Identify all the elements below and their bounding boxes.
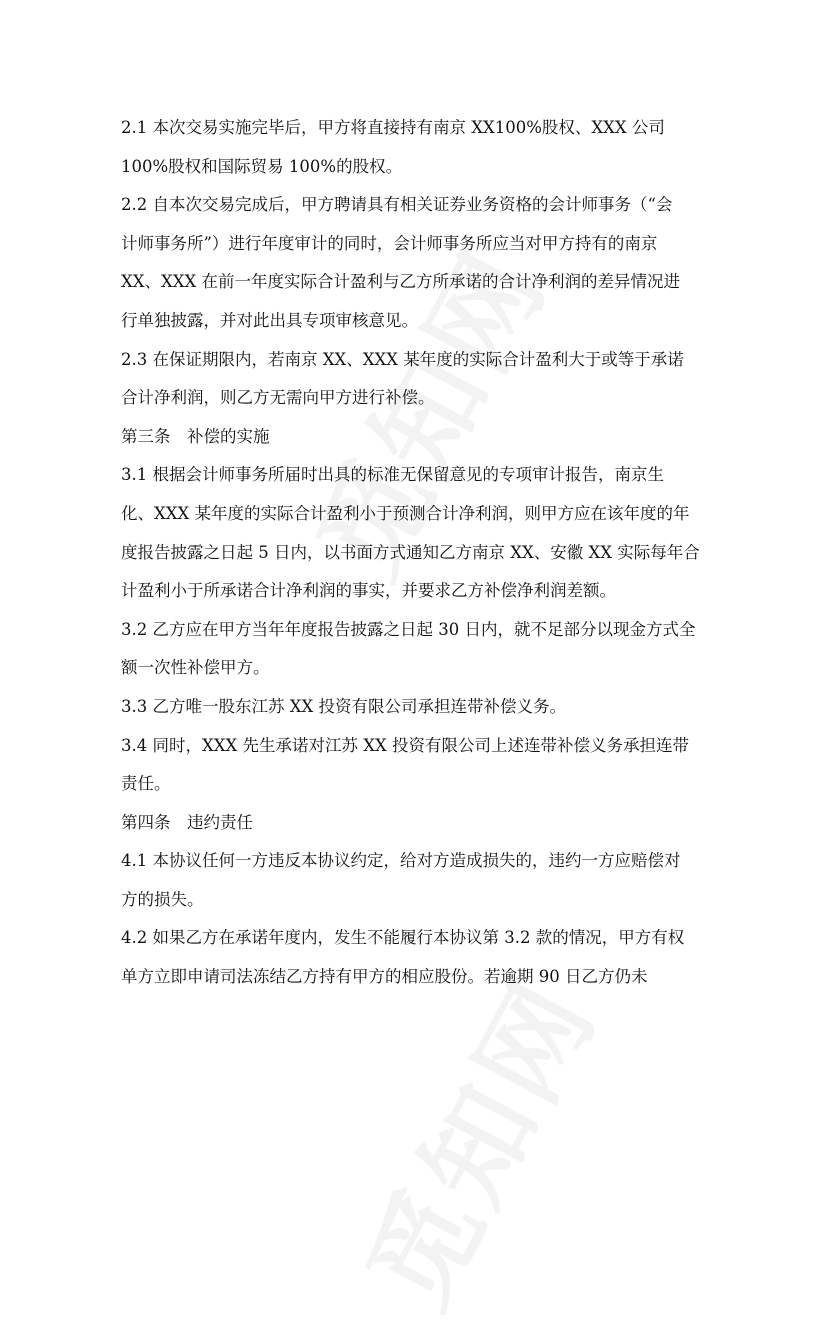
text-line: 2.2 自本次交易完成后，甲方聘请具有相关证券业务资格的会计师事务（“会 (121, 195, 673, 215)
text-line: 4.1 本协议任何一方违反本协议约定，给对方造成损失的，违约一方应赔偿对 (121, 851, 681, 871)
text-line: XX、XXX 在前一年度实际合计盈利与乙方所承诺的合计净利润的差异情况进 (121, 272, 680, 292)
text-line: 2.3 在保证期限内，若南京 XX、XXX 某年度的实际合计盈利大于或等于承诺 (121, 349, 684, 369)
text-line: 化、XXX 某年度的实际合计盈利小于预测合计净利润，则甲方应在该年度的年 (121, 503, 690, 523)
text-line: 3.4 同时，XXX 先生承诺对江苏 XX 投资有限公司上述连带补偿义务承担连带 (121, 735, 689, 755)
text-line: 度报告披露之日起 5 日内，以书面方式通知乙方南京 XX、安徽 XX 实际每年合 (121, 542, 700, 562)
text-line: 3.1 根据会计师事务所届时出具的标准无保留意见的专项审计报告，南京生 (121, 465, 664, 485)
text-line: 方的损失。 (121, 889, 204, 909)
text-line: 4.2 如果乙方在承诺年度内，发生不能履行本协议第 3.2 款的情况，甲方有权 (121, 928, 685, 948)
text-line: 3.2 乙方应在甲方当年年度报告披露之日起 30 日内，就不足部分以现金方式全 (121, 619, 696, 639)
section-heading: 第四条 违约责任 (121, 812, 253, 832)
document-body (121, 109, 711, 997)
text-line: 合计净利润，则乙方无需向甲方进行补偿。 (121, 388, 435, 408)
text-line: 计盈利小于所承诺合计净利润的事实，并要求乙方补偿净利润差额。 (121, 581, 616, 601)
text-line: 2.1 本次交易实施完毕后，甲方将直接持有南京 XX100%股权、XXX 公司 (121, 118, 665, 137)
text-line: 3.3 乙方唯一股东江苏 XX 投资有限公司承担连带补偿义务。 (121, 696, 566, 716)
text-line: 行单独披露，并对此出具专项审核意见。 (121, 310, 418, 330)
text-line: 计师事务所”）进行年度审计的同时，会计师事务所应当对甲方持有的南京 (121, 233, 658, 253)
text-line: 100%股权和国际贸易 100%的股权。 (121, 156, 403, 176)
section-heading: 第三条 补偿的实施 (121, 426, 270, 446)
watermark (323, 948, 626, 1329)
text-line: 单方立即申请司法冻结乙方持有甲方的相应股份。若逾期 90 日乙方仍未 (121, 967, 648, 987)
text-line: 额一次性补偿甲方。 (121, 658, 270, 678)
text-line: 责任。 (121, 774, 171, 794)
